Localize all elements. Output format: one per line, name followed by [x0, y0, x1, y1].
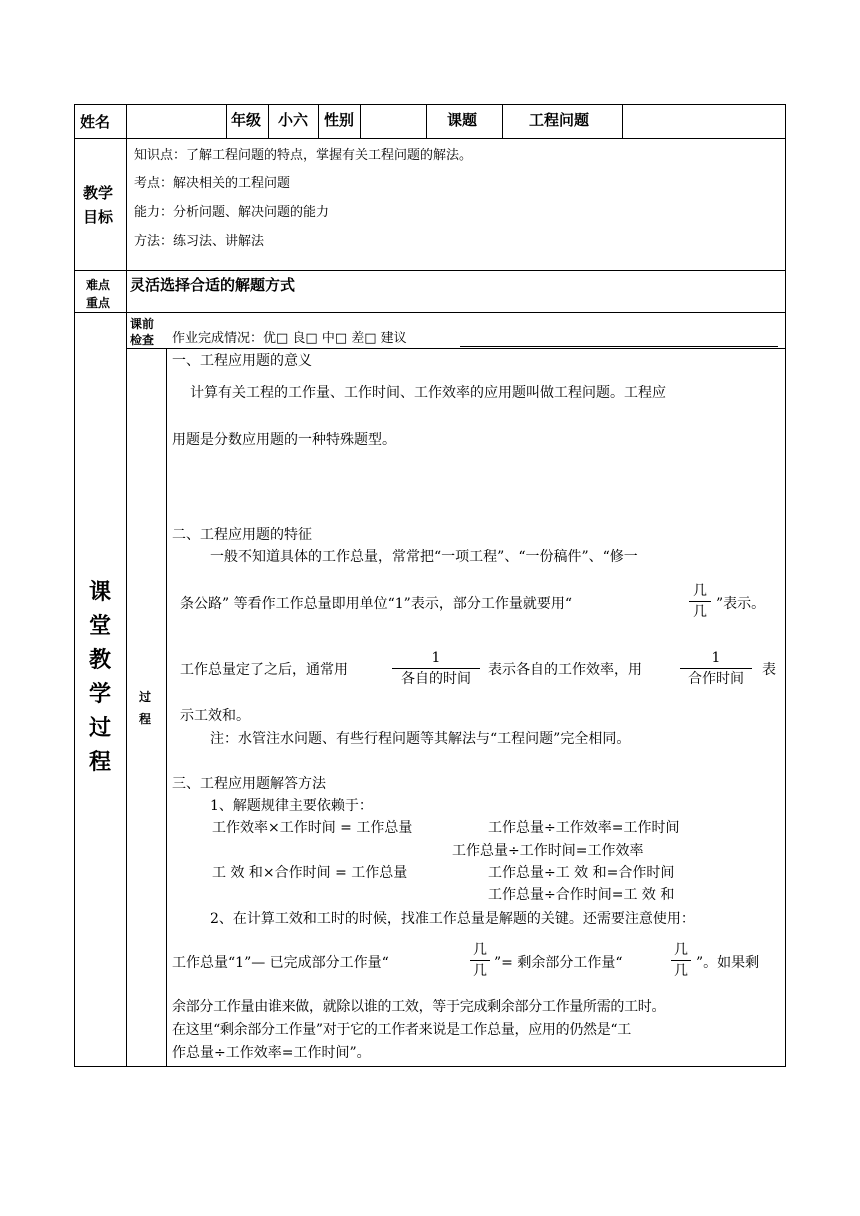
side-char: 过 [89, 716, 112, 741]
fraction-numerator: 几 [693, 583, 707, 599]
table-line [74, 1066, 786, 1067]
fraction-bar [470, 960, 490, 961]
section3-paragraph: 2、在计算工效和工时的时候，找准工作总量是解题的关键。还需要注意使用： [210, 911, 695, 927]
grade-label: 年级 [231, 111, 262, 129]
fraction-denominator: 几 [693, 604, 707, 620]
section1-title: 一、工程应用题的意义 [172, 353, 312, 369]
table-line [318, 104, 319, 138]
table-line [126, 104, 127, 138]
table-line [74, 312, 786, 313]
table-line [74, 104, 786, 105]
gender-label: 性别 [324, 111, 355, 129]
table-line [126, 138, 127, 313]
topic-label: 课题 [447, 111, 478, 129]
key-label-line1: 难点 [86, 278, 111, 292]
fraction-ji [470, 941, 490, 980]
fraction-denominator: 合作时间 [688, 671, 744, 687]
goal-exam: 考点：解决相关的工程问题 [134, 176, 291, 191]
table-line [502, 104, 503, 138]
table-line [74, 270, 786, 271]
goals-label-line1: 教学 [83, 184, 114, 202]
section2-paragraph: 工作总量定了之后，通常用 [180, 662, 348, 678]
table-line [226, 104, 227, 138]
section3-paragraph: ”= 剩余部分工作量“ [494, 955, 623, 971]
topic-value: 工程问题 [529, 111, 590, 129]
section3-paragraph: 工作总量“1”— 已完成部分工作量“ [172, 955, 389, 971]
table-line [126, 348, 786, 349]
process-label-line1: 过 [139, 690, 152, 704]
fraction-joint-time [680, 649, 752, 688]
section2-paragraph: ”表示。 [716, 596, 766, 612]
section2-title: 二、工程应用题的特征 [172, 527, 312, 543]
fraction-numerator: 几 [473, 942, 487, 958]
section3-title: 三、工程应用题解答方法 [172, 776, 326, 792]
fraction-own-time [392, 649, 480, 688]
section3-paragraph: 作总量÷工作效率=工作时间”。 [172, 1045, 371, 1061]
precheck-label-line2: 检查 [130, 333, 155, 347]
section2-paragraph: 表示各自的工作效率，用 [488, 662, 642, 678]
key-label-line2: 重点 [86, 296, 111, 310]
goal-knowledge: 知识点：了解工程问题的特点，掌握有关工程问题的解法。 [134, 148, 473, 163]
section3-paragraph: 在这里“剩余部分工作量”对于它的工作者来说是工作总量，应用的仍然是“工 [172, 1022, 631, 1038]
section3-paragraph: 余部分工作量由谁来做，就除以谁的工效，等于完成剩余部分工作量所需的工时。 [172, 999, 666, 1015]
formula-left: 工 效 和×合作时间 = 工作总量 [212, 865, 408, 881]
precheck-text: 作业完成情况：优□ 良□ 中□ 差□ 建议 [172, 331, 407, 346]
table-line [785, 104, 786, 1067]
process-label-line2: 程 [139, 712, 152, 726]
name-label: 姓名 [80, 113, 111, 131]
formula-right: 工作总量÷工 效 和=合作时间 [488, 865, 675, 881]
fraction-denominator: 各自的时间 [401, 671, 471, 687]
section2-paragraph: 示工效和。 [180, 708, 250, 724]
table-line [268, 104, 269, 138]
section3-paragraph: ”。如果剩 [696, 955, 760, 971]
section3-rule: 1、解题规律主要依赖于： [210, 798, 373, 814]
fraction-ji [671, 941, 691, 980]
table-line [166, 348, 167, 1067]
formula-left: 工作效率×工作时间 = 工作总量 [212, 820, 413, 836]
table-line [126, 312, 127, 1067]
suggestion-underline [460, 346, 778, 347]
side-char: 学 [89, 682, 112, 707]
fraction-bar [680, 668, 752, 669]
section2-paragraph: 一般不知道具体的工作总量，常常把“一项工程”、“一份稿件”、“修一 [210, 549, 638, 565]
section1-paragraph: 用题是分数应用题的一种特殊题型。 [172, 432, 396, 448]
fraction-numerator: 1 [431, 650, 441, 666]
table-line [360, 104, 361, 138]
table-line [622, 104, 623, 138]
formula-right: 工作总量÷合作时间=工 效 和 [488, 887, 675, 903]
fraction-ji [689, 582, 711, 621]
fraction-numerator: 几 [674, 942, 688, 958]
table-line [74, 138, 786, 139]
fraction-bar [689, 601, 711, 602]
fraction-numerator: 1 [711, 650, 721, 666]
section2-note: 注：水管注水问题、有些行程问题等其解法与“工程问题”完全相同。 [210, 731, 631, 747]
key-value: 灵活选择合适的解题方式 [130, 276, 296, 294]
table-line [426, 104, 427, 138]
side-char: 程 [89, 750, 112, 775]
side-char: 课 [89, 580, 112, 605]
table-line [74, 104, 75, 1067]
grade-value: 小六 [278, 111, 309, 129]
goals-label-line2: 目标 [83, 208, 114, 226]
section2-paragraph: 条公路” 等看作工作总量即用单位“1”表示，部分工作量就要用“ [180, 596, 572, 612]
formula-right: 工作总量÷工作时间=工作效率 [452, 843, 644, 859]
formula-right: 工作总量÷工作效率=工作时间 [488, 820, 680, 836]
section1-paragraph: 计算有关工程的工作量、工作时间、工作效率的应用题叫做工程问题。工程应 [190, 385, 666, 401]
fraction-bar [392, 668, 480, 669]
fraction-bar [671, 960, 691, 961]
side-char: 教 [89, 648, 112, 673]
fraction-denominator: 几 [674, 963, 688, 979]
precheck-label-line1: 课前 [130, 317, 155, 331]
goal-ability: 能力：分析问题、解决问题的能力 [134, 205, 330, 220]
side-char: 堂 [89, 614, 112, 639]
section2-paragraph: 表 [762, 662, 776, 678]
goal-method: 方法：练习法、讲解法 [134, 234, 265, 249]
fraction-denominator: 几 [473, 963, 487, 979]
